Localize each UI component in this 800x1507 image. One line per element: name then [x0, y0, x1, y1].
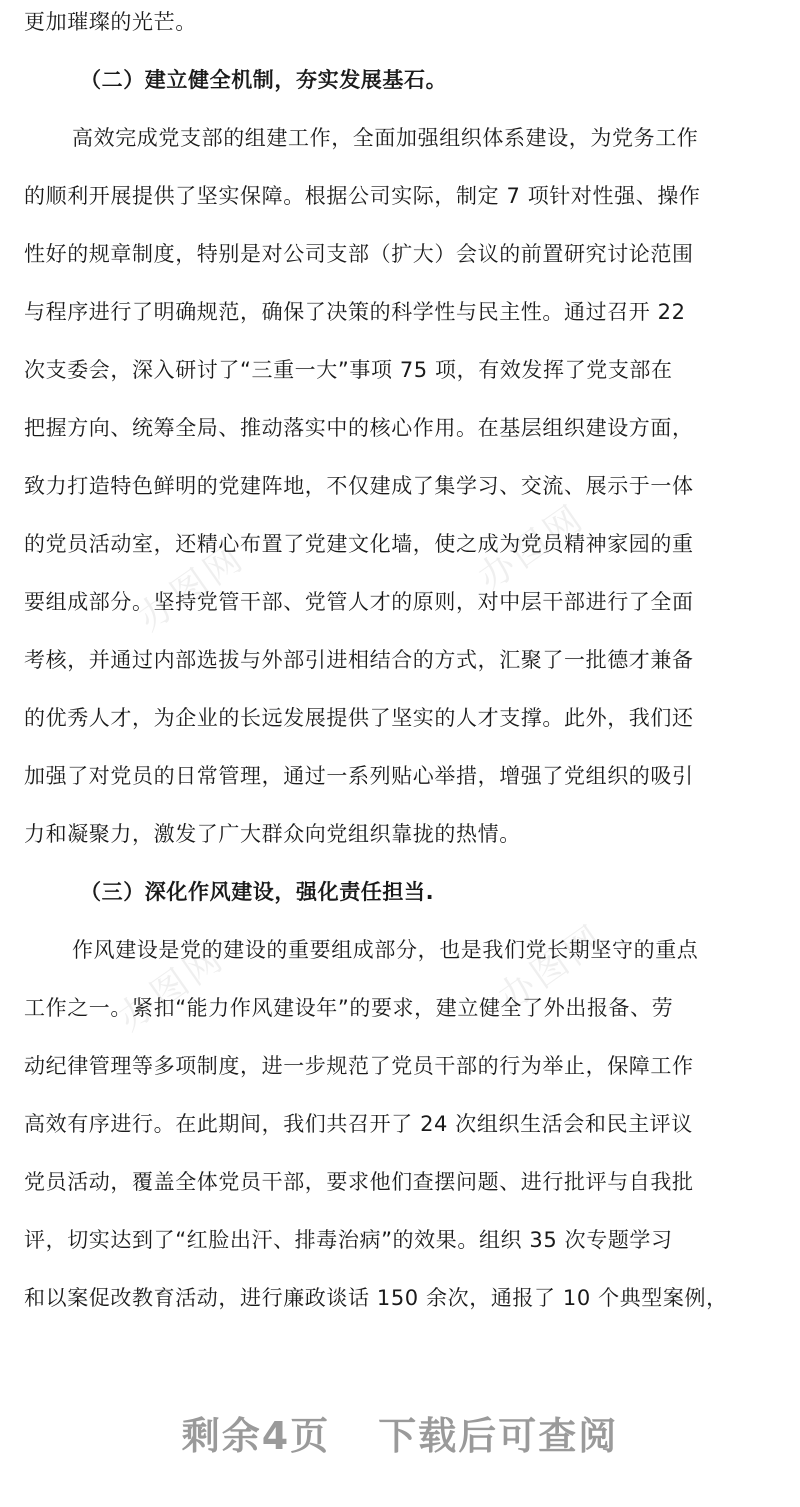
paragraph-line: 更加璀璨的光芒。 — [24, 10, 197, 34]
watermark: 办图网 — [490, 916, 613, 1020]
paragraph-line: 的优秀人才，为企业的长远发展提供了坚实的人才支撑。此外，我们还 — [24, 706, 694, 730]
section-heading: （三）深化作风建设，强化责任担当. — [80, 880, 435, 904]
paragraph-line: 动纪律管理等多项制度，进一步规范了党员干部的行为举止，保障工作 — [24, 1054, 694, 1078]
paragraph-line: 加强了对党员的日常管理，通过一系列贴心举措，增强了党组织的吸引 — [24, 764, 694, 788]
paragraph-line: 的顺利开展提供了坚实保障。根据公司实际，制定 7 项针对性强、操作 — [24, 184, 701, 208]
paragraph-line: 和以案促改教育活动，进行廉政谈话 150 余次，通报了 10 个典型案例， — [24, 1286, 728, 1310]
section-heading: （二）建立健全机制，夯实发展基石。 — [80, 68, 448, 92]
paragraph-line: 工作之一。紧扣“能力作风建设年”的要求，建立健全了外出报备、劳 — [24, 996, 674, 1020]
download-hint-label: 下载后可查阅 — [378, 1414, 619, 1458]
paragraph-line: 力和凝聚力，激发了广大群众向党组织靠拢的热情。 — [24, 822, 521, 846]
paragraph-line: 考核，并通过内部选拔与外部引进相结合的方式，汇聚了一批德才兼备 — [24, 648, 694, 672]
paragraph-line: 次支委会，深入研讨了“三重一大”事项 75 项，有效发挥了党支部在 — [24, 358, 673, 382]
paragraph-line: 把握方向、统筹全局、推动落实中的核心作用。在基层组织建设方面， — [24, 416, 694, 440]
paragraph-line: 党员活动，覆盖全体党员干部，要求他们查摆问题、进行批评与自我批 — [24, 1170, 694, 1194]
remaining-pages-label: 剩余4页 — [181, 1414, 331, 1458]
paragraph-line: 要组成部分。坚持党管干部、党管人才的原则，对中层干部进行了全面 — [24, 590, 694, 614]
paragraph-line: 性好的规章制度，特别是对公司支部（扩大）会议的前置研究讨论范围 — [24, 242, 694, 266]
watermark: 办图网 — [470, 496, 593, 600]
paragraph-line: 高效完成党支部的组建工作，全面加强组织体系建设，为党务工作 — [72, 126, 699, 150]
paragraph-line: 致力打造特色鲜明的党建阵地，不仅建成了集学习、交流、展示于一体 — [24, 474, 694, 498]
watermark: 办图网 — [110, 936, 233, 1040]
paragraph-line: 与程序进行了明确规范，确保了决策的科学性与民主性。通过召开 22 — [24, 300, 686, 324]
paragraph-line: 高效有序进行。在此期间，我们共召开了 24 次组织生活会和民主评议 — [24, 1112, 693, 1136]
paragraph-line: 作风建设是党的建设的重要组成部分，也是我们党长期坚守的重点 — [72, 938, 699, 962]
document-body — [24, 6, 778, 1340]
paragraph-line: 的党员活动室，还精心布置了党建文化墙，使之成为党员精神家园的重 — [24, 532, 694, 556]
download-prompt[interactable] — [0, 1405, 800, 1460]
watermark: 办图网 — [130, 536, 253, 640]
paragraph-line: 评，切实达到了“红脸出汗、排毒治病”的效果。组织 35 次专题学习 — [24, 1228, 673, 1252]
